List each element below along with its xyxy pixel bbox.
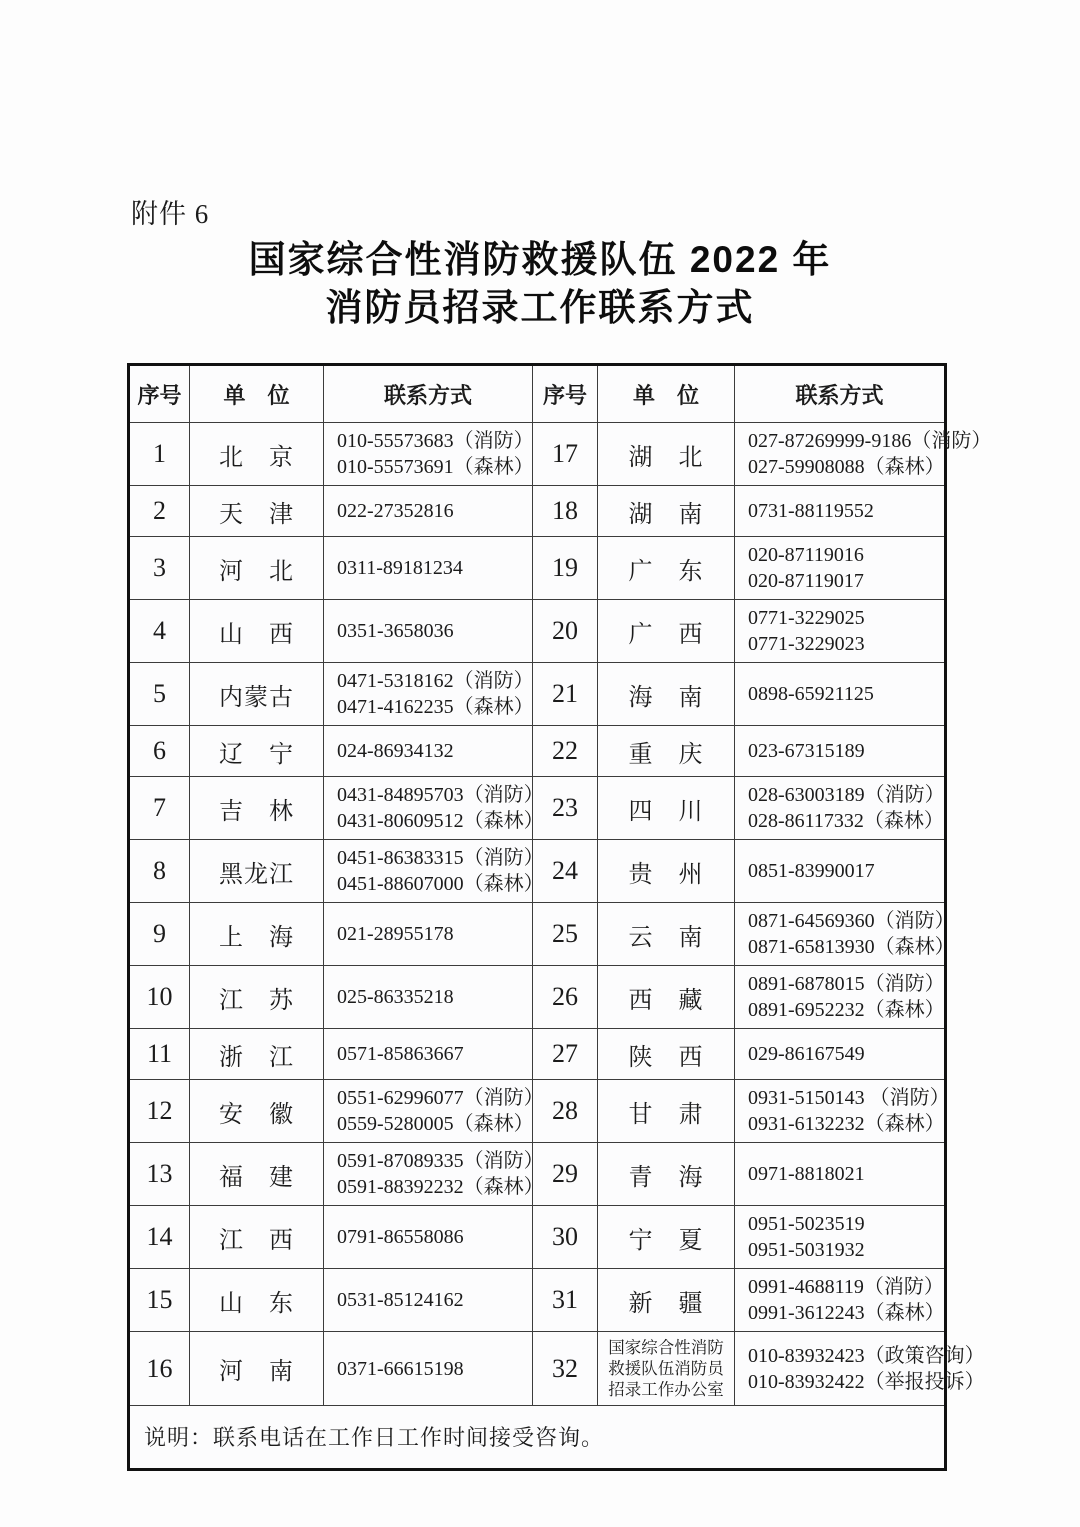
unit-name: 黑龙江 — [219, 861, 294, 888]
table-header-row — [130, 366, 944, 423]
unit-cell — [190, 1029, 324, 1079]
contact-phone: 023-67315189 — [748, 740, 865, 762]
contact-phone: 0471-4162235（森林） — [337, 696, 534, 718]
seq-number: 12 — [146, 1096, 173, 1125]
seq-number: 23 — [552, 793, 578, 822]
seq-number: 13 — [146, 1159, 173, 1188]
seq-number: 8 — [153, 856, 166, 885]
unit-name: 浙 江 — [219, 1044, 294, 1071]
contact-phone: 0771-3229025 — [748, 607, 865, 629]
contact-cell — [324, 726, 533, 776]
unit-name: 山 东 — [219, 1290, 294, 1317]
seq-number: 22 — [552, 736, 578, 765]
unit-cell — [598, 777, 735, 839]
contact-phone: 0871-64569360（消防） — [748, 910, 955, 932]
seq-cell — [130, 423, 190, 485]
unit-name: 救援队伍消防员 — [608, 1359, 724, 1378]
unit-cell — [598, 1143, 735, 1205]
contact-cell — [324, 966, 533, 1028]
seq-cell — [533, 726, 598, 776]
table-row — [130, 1206, 944, 1269]
table-body — [130, 423, 992, 1406]
contact-phone: 0551-62996077（消防） — [337, 1087, 544, 1109]
header-unit-right: 单 位 — [598, 366, 735, 422]
table-row — [130, 1080, 950, 1143]
table-row — [130, 423, 992, 486]
contact-phone: 0451-88607000（森林） — [337, 873, 544, 895]
seq-cell — [533, 903, 598, 965]
contact-phone: 0531-85124162 — [337, 1289, 464, 1311]
unit-name: 西 藏 — [628, 987, 704, 1014]
contact-phone: 022-27352816 — [337, 500, 454, 522]
seq-cell — [533, 1332, 598, 1405]
contact-phone: 021-28955178 — [337, 923, 454, 945]
contact-phone: 0731-88119552 — [748, 500, 874, 522]
contact-cell — [735, 600, 944, 662]
unit-name: 新 疆 — [628, 1290, 704, 1317]
header-unit-left: 单 位 — [190, 366, 324, 422]
title-line-2: 消防员招录工作联系方式 — [325, 287, 755, 328]
contact-phone: 0951-5031932 — [748, 1239, 865, 1261]
seq-cell — [130, 1269, 190, 1331]
unit-cell — [190, 1143, 324, 1205]
seq-number: 7 — [153, 793, 166, 822]
seq-number: 10 — [146, 982, 173, 1011]
seq-number: 19 — [552, 553, 578, 582]
seq-cell — [533, 1143, 598, 1205]
unit-cell — [598, 840, 735, 902]
contact-phone: 0311-89181234 — [337, 557, 463, 579]
contact-phone: 0971-8818021 — [748, 1163, 865, 1185]
contact-phone: 0371-66615198 — [337, 1357, 464, 1380]
unit-name: 陕 西 — [628, 1044, 704, 1071]
seq-cell — [130, 486, 190, 536]
contact-phone: 0891-6952232（森林） — [748, 999, 945, 1021]
contact-phone: 010-55573691（森林） — [337, 456, 534, 478]
seq-cell — [130, 1143, 190, 1205]
seq-cell — [130, 663, 190, 725]
contact-cell — [735, 486, 944, 536]
seq-cell — [533, 1080, 598, 1142]
unit-cell — [598, 726, 735, 776]
contact-phone: 0771-3229023 — [748, 633, 865, 655]
contact-phone: 010-83932422（举报投诉） — [748, 1370, 985, 1393]
contact-phone: 0931-6132232（森林） — [748, 1113, 945, 1135]
contact-cell — [324, 1080, 544, 1142]
contact-phone: 0991-4688119（消防） — [748, 1276, 944, 1298]
contact-phone: 029-86167549 — [748, 1043, 865, 1065]
contact-cell — [324, 600, 533, 662]
header-seq-left: 序号 — [130, 366, 190, 422]
unit-name: 吉 林 — [219, 798, 294, 825]
unit-name: 青 海 — [628, 1164, 704, 1191]
contact-cell — [324, 903, 533, 965]
contact-cell — [735, 726, 944, 776]
seq-cell — [533, 1206, 598, 1268]
header-contact-left: 联系方式 — [324, 366, 533, 422]
table-row — [130, 1269, 944, 1332]
contact-phone: 0931-5150143 （消防） — [748, 1087, 950, 1109]
table-row — [130, 777, 944, 840]
contact-phone: 010-55573683（消防） — [337, 430, 534, 452]
seq-number: 5 — [153, 679, 166, 708]
unit-cell — [190, 966, 324, 1028]
table-row — [130, 1029, 944, 1080]
contact-cell — [735, 840, 944, 902]
unit-cell — [190, 726, 324, 776]
unit-cell — [598, 663, 735, 725]
seq-cell — [533, 423, 598, 485]
contact-cell — [735, 1143, 944, 1205]
unit-name: 四 川 — [628, 798, 704, 825]
contact-cell — [324, 537, 533, 599]
unit-cell — [598, 903, 735, 965]
seq-cell — [533, 1269, 598, 1331]
unit-cell — [598, 486, 735, 536]
seq-number: 21 — [552, 679, 578, 708]
unit-cell — [598, 1080, 735, 1142]
seq-number: 31 — [552, 1285, 578, 1314]
contact-cell — [324, 1143, 544, 1205]
seq-cell — [533, 1029, 598, 1079]
contact-phone: 0851-83990017 — [748, 860, 875, 882]
contact-phone: 025-86335218 — [337, 986, 454, 1008]
attachment-label: 附件 6 — [131, 199, 210, 229]
seq-number: 14 — [146, 1222, 173, 1251]
unit-cell — [190, 777, 324, 839]
unit-cell — [190, 1332, 324, 1405]
unit-name: 福 建 — [219, 1164, 294, 1191]
document-title — [0, 236, 1080, 332]
unit-cell — [598, 1332, 735, 1405]
seq-number: 27 — [552, 1039, 578, 1068]
contact-phone: 0571-85863667 — [337, 1043, 464, 1065]
table-row — [130, 663, 944, 726]
contact-cell — [735, 1206, 944, 1268]
table-row — [130, 486, 944, 537]
seq-cell — [130, 537, 190, 599]
seq-cell — [130, 777, 190, 839]
header-seq-right: 序号 — [533, 366, 598, 422]
unit-cell — [190, 486, 324, 536]
contact-phone: 0871-65813930（森林） — [748, 936, 955, 958]
contact-cell — [324, 777, 544, 839]
seq-cell — [130, 1206, 190, 1268]
unit-cell — [190, 663, 324, 725]
seq-cell — [130, 903, 190, 965]
seq-number: 3 — [153, 553, 166, 582]
seq-cell — [533, 663, 598, 725]
seq-cell — [533, 777, 598, 839]
unit-cell — [190, 537, 324, 599]
contact-cell — [735, 1080, 956, 1142]
seq-number: 15 — [146, 1285, 173, 1314]
contact-cell — [735, 1332, 991, 1405]
seq-number: 32 — [552, 1353, 578, 1383]
table-row — [130, 840, 944, 903]
contact-phone: 0451-86383315（消防） — [337, 847, 544, 869]
unit-name: 山 西 — [219, 621, 294, 648]
table-row — [130, 537, 944, 600]
unit-name: 宁 夏 — [628, 1227, 704, 1254]
contact-phone: 0559-5280005（森林） — [337, 1113, 534, 1135]
unit-name: 安 徽 — [219, 1101, 294, 1128]
contact-phone: 0898-65921125 — [748, 683, 874, 705]
seq-number: 11 — [146, 1039, 173, 1068]
unit-cell — [598, 423, 735, 485]
seq-number: 26 — [552, 982, 578, 1011]
header-contact-right: 联系方式 — [795, 382, 884, 408]
contact-phone: 0351-3658036 — [337, 620, 454, 642]
contact-cell — [324, 1029, 533, 1079]
seq-cell — [130, 1080, 190, 1142]
contact-cell — [324, 840, 544, 902]
table-note-row — [130, 1406, 944, 1468]
seq-number: 4 — [153, 616, 166, 645]
seq-number: 9 — [153, 919, 166, 948]
contact-cell — [735, 423, 997, 485]
contact-phone: 0591-87089335（消防） — [337, 1150, 544, 1172]
unit-name: 河 南 — [219, 1359, 294, 1385]
contact-cell — [324, 1206, 533, 1268]
unit-name: 江 苏 — [219, 987, 294, 1014]
unit-name: 内蒙古 — [219, 684, 294, 711]
unit-name: 北 京 — [219, 444, 294, 471]
unit-name: 广 西 — [628, 621, 704, 648]
contact-cell — [735, 663, 944, 725]
unit-name: 江 西 — [219, 1227, 294, 1254]
contact-phone: 020-87119017 — [748, 570, 864, 592]
contact-phone: 0951-5023519 — [748, 1213, 865, 1235]
contact-cell — [735, 1269, 951, 1331]
unit-name: 天 津 — [219, 501, 294, 528]
contact-phone: 027-87269999-9186（消防） — [748, 430, 992, 452]
seq-number: 30 — [552, 1222, 578, 1251]
unit-cell — [598, 1206, 735, 1268]
unit-cell — [190, 1206, 324, 1268]
contact-phone: 010-83932423（政策咨询） — [748, 1344, 985, 1367]
seq-number: 16 — [146, 1353, 173, 1383]
seq-number: 17 — [552, 439, 578, 468]
contact-phone: 0431-84895703（消防） — [337, 784, 544, 806]
seq-number: 6 — [153, 736, 166, 765]
unit-name: 甘 肃 — [628, 1101, 704, 1128]
unit-name: 湖 北 — [628, 444, 704, 471]
contact-phone: 0591-88392232（森林） — [337, 1176, 544, 1198]
table-row — [130, 1332, 985, 1406]
table-row — [130, 966, 944, 1029]
unit-cell — [190, 1269, 324, 1331]
contact-phone: 0991-3612243（森林） — [748, 1302, 945, 1324]
contact-phone: 028-86117332（森林） — [748, 810, 944, 832]
seq-number: 2 — [153, 496, 166, 525]
unit-cell — [598, 966, 735, 1028]
seq-cell — [130, 966, 190, 1028]
contact-phone: 0891-6878015（消防） — [748, 973, 945, 995]
contact-cell — [735, 537, 944, 599]
unit-cell — [190, 423, 324, 485]
title-line-1: 国家综合性消防救援队伍 2022 年 — [248, 239, 832, 280]
table-row — [130, 600, 944, 663]
unit-name: 云 南 — [628, 924, 704, 951]
unit-name: 重 庆 — [628, 741, 704, 768]
contact-phone: 0471-5318162（消防） — [337, 670, 534, 692]
table-row — [130, 1143, 944, 1206]
unit-cell — [598, 600, 735, 662]
contact-cell — [324, 663, 533, 725]
contact-table — [127, 363, 992, 1471]
seq-cell — [533, 966, 598, 1028]
seq-cell — [130, 840, 190, 902]
unit-cell — [598, 537, 735, 599]
contact-cell — [324, 1269, 533, 1331]
contact-phone: 0431-80609512（森林） — [337, 810, 544, 832]
unit-cell — [598, 1029, 735, 1079]
seq-cell — [130, 600, 190, 662]
contact-cell — [324, 423, 533, 485]
seq-number: 24 — [552, 856, 578, 885]
unit-name: 湖 南 — [628, 501, 704, 528]
seq-number: 28 — [552, 1096, 578, 1125]
contact-cell — [735, 966, 951, 1028]
unit-name: 河 北 — [219, 558, 294, 585]
contact-phone: 020-87119016 — [748, 544, 864, 566]
seq-number: 29 — [552, 1159, 578, 1188]
table-note: 说明：联系电话在工作日工作时间接受咨询。 — [144, 1424, 605, 1450]
contact-cell — [324, 1332, 533, 1405]
unit-name: 贵 州 — [628, 861, 704, 888]
unit-name: 海 南 — [628, 684, 704, 711]
seq-cell — [130, 726, 190, 776]
unit-name: 广 东 — [628, 558, 704, 585]
seq-number: 18 — [552, 496, 578, 525]
table-row — [130, 903, 955, 966]
table-row — [130, 726, 944, 777]
seq-cell — [533, 537, 598, 599]
contact-cell — [735, 903, 961, 965]
seq-number: 1 — [153, 439, 166, 468]
unit-cell — [190, 903, 324, 965]
contact-cell — [324, 486, 533, 536]
unit-name: 辽 宁 — [219, 741, 294, 768]
contact-phone: 024-86934132 — [337, 740, 454, 762]
contact-phone: 0791-86558086 — [337, 1226, 464, 1248]
seq-cell — [533, 840, 598, 902]
seq-number: 20 — [552, 616, 578, 645]
unit-cell — [190, 1080, 324, 1142]
contact-cell — [735, 777, 951, 839]
seq-number: 25 — [552, 919, 578, 948]
unit-name: 国家综合性消防 — [608, 1338, 724, 1357]
unit-cell — [190, 600, 324, 662]
unit-name: 上 海 — [219, 924, 294, 951]
unit-cell — [598, 1269, 735, 1331]
seq-cell — [533, 600, 598, 662]
contact-phone: 028-63003189（消防） — [748, 784, 945, 806]
contact-cell — [735, 1029, 944, 1079]
unit-cell — [190, 840, 324, 902]
seq-cell — [130, 1332, 190, 1405]
seq-cell — [533, 486, 598, 536]
contact-phone: 027-59908088（森林） — [748, 456, 945, 478]
seq-cell — [130, 1029, 190, 1079]
unit-name: 招录工作办公室 — [608, 1380, 724, 1399]
